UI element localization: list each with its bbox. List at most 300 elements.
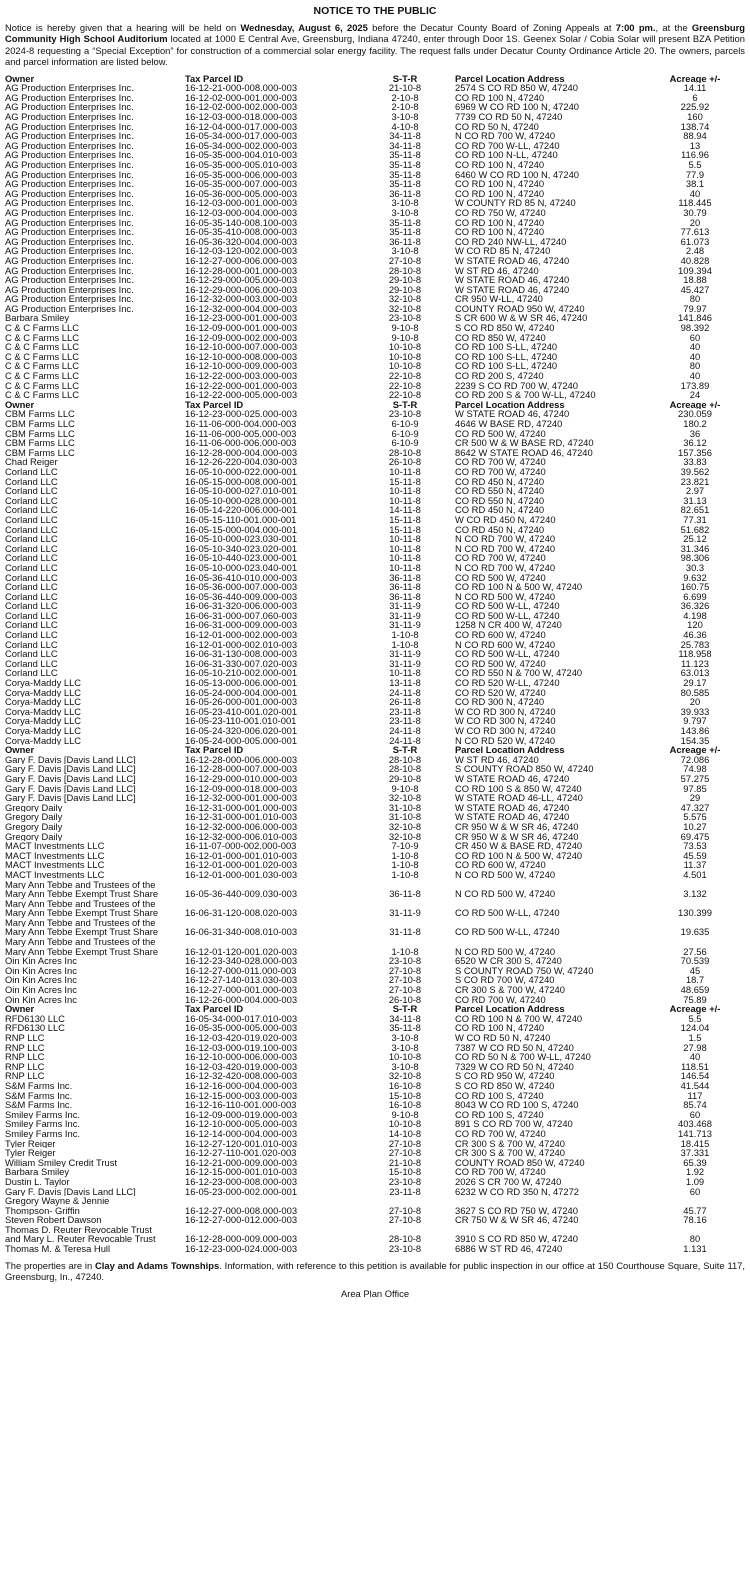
table-row — [5, 553, 745, 563]
address-cell: CO RD 200 S & 700 W-LL, 47240 — [455, 390, 596, 400]
tax-parcel-cell: 16-05-35-000-004.010-003 — [185, 150, 298, 160]
table-row — [5, 755, 745, 765]
table-header-row — [5, 745, 745, 755]
table-row — [5, 688, 745, 698]
table-row — [5, 1071, 745, 1081]
table-row — [5, 851, 745, 861]
table-row — [5, 112, 745, 122]
acreage-cell: 5.5 — [688, 159, 702, 170]
owner-cell: AG Production Enterprises Inc. — [5, 150, 134, 160]
table-row — [5, 141, 745, 151]
table-row — [5, 237, 745, 247]
address-cell: 7329 W CO RD 50 N, 47240 — [455, 1061, 574, 1072]
table-row — [5, 409, 745, 419]
acreage-cell: 80 — [689, 1234, 701, 1245]
acreage-cell: 85.74 — [683, 1100, 707, 1110]
acreage-cell: 138.74 — [680, 121, 710, 132]
address-cell: W STATE ROAD 46, 47240 — [455, 275, 570, 285]
str-cell: 27-10-8 — [388, 975, 422, 986]
owner-cell: AG Production Enterprises Inc. — [5, 102, 134, 112]
address-cell: S CO RD 850 W, 47240 — [455, 323, 555, 333]
owner-cell: AG Production Enterprises Inc. — [5, 121, 134, 132]
str-cell — [365, 899, 445, 909]
acreage-cell: 65.39 — [683, 1157, 707, 1168]
hearing-time: 7:00 pm. — [615, 22, 656, 33]
intro-text-3: , at the — [655, 22, 692, 33]
table-row — [5, 908, 745, 918]
table-row — [5, 1091, 745, 1101]
address-cell: CO RD 100 S & 850 W, 47240 — [455, 783, 582, 794]
address-cell: CO RD 100 N-LL, 47240 — [455, 150, 558, 160]
tax-parcel-cell: 16-12-27-000-001.000-003 — [185, 985, 298, 995]
table-row — [5, 1206, 745, 1216]
str-cell: 2-10-8 — [391, 102, 419, 112]
str-cell: 15-11-8 — [389, 514, 421, 525]
acreage-cell: 41.544 — [680, 1080, 710, 1091]
str-cell: 35-11-8 — [389, 169, 421, 180]
tax-parcel-cell: 16-05-36-000-007.000-003 — [185, 582, 298, 592]
owner-cell: RFD6130 LLC — [5, 1013, 65, 1024]
tax-parcel-cell: 16-05-35-000-005.000-003 — [185, 1023, 298, 1033]
acreage-cell — [645, 1196, 745, 1206]
acreage-cell: 77.9 — [685, 169, 705, 180]
tax-parcel-cell: 16-12-22-000-005.000-003 — [185, 390, 298, 400]
str-cell — [365, 1196, 445, 1206]
table-row — [5, 1052, 745, 1062]
tax-parcel-cell: 16-05-23-110-001.010-001 — [185, 716, 297, 726]
address-cell: W COUNTY RD 85 N, 47240 — [455, 198, 576, 208]
acreage-cell: 117 — [687, 1090, 703, 1101]
table-row — [5, 784, 745, 794]
owner-cell: Corland LLC — [5, 620, 58, 631]
tax-parcel-cell: 16-05-35-140-008.100-003 — [185, 217, 298, 228]
table-row — [5, 429, 745, 439]
acreage-cell: 154.35 — [680, 735, 710, 746]
footer-paragraph — [5, 1260, 745, 1283]
acreage-cell: 70.539 — [680, 956, 710, 966]
tax-parcel-cell: 16-05-10-000-023.030-001 — [185, 534, 298, 544]
owner-cell: RNP LLC — [5, 1061, 45, 1072]
owner-cell: Mary Ann Tebbe Exempt Trust Share — [5, 927, 159, 938]
table-row — [5, 333, 745, 343]
address-cell: W STATE ROAD 46, 47240 — [455, 812, 570, 822]
tax-parcel-cell: 16-06-31-000-009.000-003 — [185, 620, 298, 631]
str-cell: 35-11-8 — [389, 217, 421, 228]
acreage-cell: 160 — [687, 112, 703, 122]
table-row — [5, 285, 745, 295]
owner-cell: Gregory Daily — [5, 821, 63, 832]
table-row — [5, 505, 745, 515]
table-row — [5, 160, 745, 170]
owner-cell: Gary F. Davis [Davis Land LLC] — [5, 773, 136, 784]
str-cell: 3-10-8 — [391, 1061, 419, 1072]
str-cell: 14-11-8 — [389, 505, 421, 515]
table-row — [5, 208, 745, 218]
tax-parcel-cell: 16-05-24-320-006.020-001 — [185, 726, 298, 736]
address-cell: 2574 S CO RD 850 W, 47240 — [455, 83, 578, 93]
acreage-cell: 51.682 — [680, 524, 710, 535]
str-cell — [365, 937, 445, 947]
address-cell: CO RD 50 N & 700 W-LL, 47240 — [455, 1052, 591, 1062]
address-cell: N CO RD 700 W, 47240 — [455, 562, 556, 573]
owner-cell: Oin Kin Acres Inc — [5, 985, 77, 995]
str-cell: 3-10-8 — [391, 1042, 419, 1053]
owner-cell: Corland LLC — [5, 476, 58, 487]
address-cell: CO RD 700 W, 47240 — [455, 994, 546, 1005]
acreage-cell — [645, 1225, 745, 1235]
acreage-cell: 37.331 — [680, 1148, 710, 1158]
tax-parcel-cell: 16-12-27-000-008.000-003 — [185, 1205, 298, 1216]
str-cell: 31-11-9 — [389, 649, 421, 659]
address-cell: N CO RD 500 W, 47240 — [455, 946, 556, 957]
tax-parcel-cell: 16-12-23-000-024.000-003 — [185, 1244, 298, 1254]
address-cell: CO RD 100 N & 500 W, 47240 — [455, 850, 583, 861]
tax-parcel-cell: 16-12-10-000-006.000-003 — [185, 1052, 298, 1062]
acreage-cell: 13 — [689, 140, 701, 151]
owner-cell: Corland LLC — [5, 649, 58, 659]
owner-cell: Corya-Maddy LLC — [5, 687, 82, 698]
header-str-cell: S-T-R — [392, 1004, 418, 1014]
address-cell: CO RD 700 W, 47240 — [455, 466, 546, 477]
table-row — [5, 1225, 745, 1235]
address-cell: CO RD 700 W, 47240 — [455, 553, 546, 563]
address-cell: CR 950 W & W SR 46, 47240 — [455, 821, 579, 832]
acreage-cell: 6.699 — [683, 591, 707, 602]
owner-cell: Gary F. Davis [Davis Land LLC] — [5, 754, 136, 765]
address-cell — [445, 1225, 645, 1235]
tax-parcel-cell: 16-05-15-110-001.000-001 — [185, 514, 297, 525]
tax-parcel-cell: 16-12-10-000-007.000-003 — [185, 342, 298, 352]
owner-cell: Corland LLC — [5, 582, 58, 592]
owner-cell: Corya-Maddy LLC — [5, 697, 82, 707]
acreage-cell: 146.54 — [680, 1071, 710, 1081]
acreage-cell: 69.475 — [680, 831, 710, 842]
owner-cell: Corland LLC — [5, 553, 58, 563]
address-cell: W CO RD 50 N, 47240 — [455, 1033, 551, 1043]
owner-cell: Tyler Reiger — [5, 1148, 56, 1158]
tax-parcel-cell: 16-12-32-000-006.010-003 — [185, 831, 298, 842]
table-row — [5, 1129, 745, 1139]
table-row — [5, 1023, 745, 1033]
owner-cell: C & C Farms LLC — [5, 351, 79, 362]
tax-parcel-cell: 16-11-07-000-002.000-003 — [185, 841, 297, 851]
str-cell: 36-11-8 — [389, 236, 421, 247]
address-cell: N CO RD 700 W, 47240 — [455, 534, 556, 544]
header-address-cell: Parcel Location Address — [455, 1004, 565, 1014]
owner-cell: Gregory Daily — [5, 812, 63, 822]
header-tax-parcel-cell: Tax Parcel ID — [185, 745, 244, 755]
acreage-cell: 36.12 — [683, 438, 707, 448]
acreage-cell: 61.073 — [680, 236, 710, 247]
tax-parcel-cell: 16-05-14-220-006.000-001 — [185, 505, 298, 515]
address-cell: W STATE ROAD 46, 47240 — [455, 409, 570, 419]
tax-parcel-cell: 16-12-10-000-008.000-003 — [185, 351, 298, 362]
tax-parcel-cell: 16-12-28-000-009.000-003 — [185, 1234, 298, 1245]
address-cell: CO RD 500 W, 47240 — [455, 428, 546, 439]
table-row — [5, 956, 745, 966]
address-cell: CO RD 100 N, 47240 — [455, 179, 545, 189]
address-cell: CO RD 500 W-LL, 47240 — [455, 601, 560, 611]
tax-parcel-cell: 16-12-28-000-006.000-003 — [185, 754, 298, 765]
owner-cell: Corland LLC — [5, 610, 58, 621]
owner-cell: MACT Investments LLC — [5, 850, 105, 861]
address-cell: N CO RD 500 W, 47240 — [455, 591, 556, 602]
owner-cell: Gary F. Davis [Davis Land LLC] — [5, 793, 136, 803]
tax-parcel-cell: 16-05-36-440-009.000-003 — [185, 591, 298, 602]
str-cell: 9-10-8 — [391, 783, 419, 794]
owner-cell: C & C Farms LLC — [5, 380, 79, 391]
acreage-cell: 25.783 — [680, 639, 710, 650]
address-cell: 3910 S CO RD 850 W, 47240 — [455, 1234, 578, 1245]
acreage-cell: 118.51 — [681, 1061, 709, 1072]
owner-cell: Oin Kin Acres Inc — [5, 994, 77, 1005]
table-row — [5, 1177, 745, 1187]
address-cell: CO RD 100 N, 47240 — [455, 159, 545, 170]
acreage-cell: 5.575 — [683, 812, 707, 822]
owner-cell: MACT Investments LLC — [5, 841, 105, 851]
owner-cell: C & C Farms LLC — [5, 323, 79, 333]
str-cell: 6-10-9 — [391, 438, 419, 448]
str-cell: 35-11-8 — [389, 179, 421, 189]
str-cell: 27-10-8 — [388, 1138, 422, 1149]
tax-parcel-cell: 16-12-01-000-001.020-003 — [185, 860, 298, 870]
str-cell: 27-10-8 — [388, 1215, 422, 1225]
address-cell: W STATE ROAD 46, 47240 — [455, 284, 570, 295]
table-row — [5, 1158, 745, 1168]
address-cell: CO RD 450 N, 47240 — [455, 476, 545, 487]
owner-cell: C & C Farms LLC — [5, 361, 79, 372]
owner-cell: AG Production Enterprises Inc. — [5, 159, 134, 170]
owner-cell: Corland LLC — [5, 486, 58, 496]
table-row — [5, 275, 745, 285]
str-cell: 21-10-8 — [388, 83, 422, 93]
str-cell: 28-10-8 — [388, 447, 422, 458]
table-row — [5, 630, 745, 640]
tax-parcel-cell: 16-11-06-000-005.000-003 — [185, 428, 297, 439]
tax-parcel-cell — [185, 918, 365, 928]
table-row — [5, 189, 745, 199]
header-owner-cell: Owner — [5, 745, 35, 755]
str-cell: 15-11-8 — [389, 524, 421, 535]
owner-cell: Oin Kin Acres Inc — [5, 956, 77, 966]
str-cell: 34-11-8 — [389, 1013, 421, 1024]
table-row — [5, 381, 745, 391]
address-cell: CO RD 200 S, 47240 — [455, 371, 544, 381]
address-cell: CO RD 450 N, 47240 — [455, 505, 545, 515]
intro-paragraph — [5, 22, 745, 68]
owner-cell: Thompson- Griffin — [5, 1205, 80, 1216]
owner-cell: Gary F. Davis [Davis Land LLC] — [5, 783, 136, 794]
header-owner-cell: Owner — [5, 73, 35, 84]
address-cell: CO RD 240 NW-LL, 47240 — [455, 236, 567, 247]
owner-cell: Mary Ann Tebbe Exempt Trust Share — [5, 889, 159, 899]
tax-parcel-cell: 16-12-26-220-004.030-003 — [185, 457, 298, 467]
table-row — [5, 899, 745, 909]
owner-cell: AG Production Enterprises Inc. — [5, 255, 134, 266]
table-row — [5, 1119, 745, 1129]
owner-cell: RFD6130 LLC — [5, 1023, 65, 1033]
header-acreage-cell: Acreage +/- — [669, 745, 721, 755]
table-row — [5, 1100, 745, 1110]
str-cell: 23-10-8 — [388, 1176, 422, 1187]
tax-parcel-cell: 16-12-10-000-005.000-003 — [185, 1119, 298, 1129]
address-cell: CO RD 700 W-LL, 47240 — [455, 140, 560, 151]
owner-cell: AG Production Enterprises Inc. — [5, 227, 134, 237]
address-cell: N CO RD 500 W, 47240 — [455, 889, 556, 899]
str-cell: 31-11-8 — [389, 927, 421, 938]
table-row — [5, 1187, 745, 1197]
address-cell: 6969 W CO RD 100 N, 47240 — [455, 102, 580, 112]
str-cell: 31-11-9 — [389, 610, 421, 621]
tax-parcel-cell: 16-05-34-000-017.000-003 — [185, 131, 298, 141]
tax-parcel-cell — [185, 899, 365, 909]
table-row — [5, 649, 745, 659]
acreage-cell: 33.83 — [683, 457, 707, 467]
str-cell: 10-11-8 — [389, 562, 421, 573]
tax-parcel-cell: 16-12-21-000-009.000-003 — [185, 1157, 298, 1168]
acreage-cell: 27.56 — [683, 946, 707, 957]
acreage-cell: 97.85 — [683, 783, 707, 794]
tax-parcel-cell: 16-12-02-000-001.000-003 — [185, 92, 298, 103]
tax-parcel-cell: 16-12-21-000-008.000-003 — [185, 83, 298, 93]
header-acreage-cell: Acreage +/- — [669, 73, 721, 84]
acreage-cell — [645, 899, 745, 909]
owner-cell: Corya-Maddy LLC — [5, 735, 82, 746]
owner-cell: Corland LLC — [5, 572, 58, 583]
owner-cell: RNP LLC — [5, 1033, 45, 1043]
acreage-cell: 180.2 — [683, 419, 707, 429]
address-cell: 6232 W CO RD 350 N, 47272 — [455, 1186, 580, 1197]
table-row — [5, 1196, 745, 1206]
table-row — [5, 860, 745, 870]
tax-parcel-cell: 16-05-26-000-001.000-003 — [185, 697, 298, 707]
header-address-cell: Parcel Location Address — [455, 399, 565, 410]
table-row — [5, 486, 745, 496]
owner-cell: Mary Ann Tebbe and Trustees of the — [5, 898, 156, 909]
address-cell: COUNTY ROAD 850 W, 47240 — [455, 1157, 585, 1168]
str-cell: 1-10-8 — [391, 869, 419, 880]
table-row — [5, 1062, 745, 1072]
str-cell: 32-10-8 — [388, 294, 422, 304]
notice-title: NOTICE TO THE PUBLIC — [313, 5, 437, 17]
table-row — [5, 668, 745, 678]
str-cell: 4-10-8 — [391, 121, 419, 132]
address-cell: 2239 S CO RD 700 W, 47240 — [455, 380, 578, 391]
address-cell: CO RD 450 N, 47240 — [455, 524, 545, 535]
table-row — [5, 918, 745, 928]
owner-cell: Gary F. Davis [Davis Land LLC] — [5, 1186, 136, 1197]
address-cell: CO RD 500 W, 47240 — [455, 658, 546, 669]
owner-cell: S&M Farms Inc. — [5, 1080, 73, 1091]
str-cell: 16-10-8 — [388, 1080, 422, 1091]
str-cell: 10-11-8 — [389, 466, 421, 477]
tax-parcel-cell: 16-05-10-000-023.040-001 — [185, 562, 298, 573]
address-cell: 4646 W BASE RD, 47240 — [455, 419, 563, 429]
table-row — [5, 975, 745, 985]
table-row — [5, 1148, 745, 1158]
address-cell: CO RD 600 W, 47240 — [455, 860, 546, 870]
table-row — [5, 1043, 745, 1053]
acreage-cell: 25.12 — [683, 534, 707, 544]
tax-parcel-cell: 16-05-35-000-007.000-003 — [185, 179, 298, 189]
table-row — [5, 563, 745, 573]
address-cell: W CO RD 300 N, 47240 — [455, 726, 556, 736]
table-row — [5, 803, 745, 813]
tax-parcel-cell: 16-12-28-000-004.000-003 — [185, 447, 298, 458]
str-cell: 27-10-8 — [388, 1205, 422, 1216]
address-cell: CO RD 700 W, 47240 — [455, 1128, 546, 1139]
address-cell: 7387 W CO RD 50 N, 47240 — [455, 1042, 574, 1053]
acreage-cell: 9.632 — [683, 572, 707, 583]
str-cell: 24-11-8 — [389, 735, 421, 746]
tax-parcel-cell: 16-12-03-000-004.000-003 — [185, 207, 298, 218]
tax-parcel-cell: 16-12-09-000-001.000-003 — [185, 323, 298, 333]
table-row — [5, 985, 745, 995]
owner-cell: AG Production Enterprises Inc. — [5, 169, 134, 180]
tax-parcel-cell: 16-05-36-000-005.000-003 — [185, 188, 298, 199]
owner-cell: Corland LLC — [5, 658, 58, 669]
owner-cell: AG Production Enterprises Inc. — [5, 92, 134, 103]
str-cell: 36-11-8 — [389, 188, 421, 199]
address-cell: 6460 W CO RD 100 N, 47240 — [455, 169, 580, 180]
str-cell: 28-10-8 — [388, 754, 422, 765]
tax-parcel-cell: 16-12-29-000-006.000-003 — [185, 284, 298, 295]
acreage-cell: 11.37 — [683, 860, 707, 870]
table-row — [5, 736, 745, 746]
acreage-cell: 46.36 — [683, 630, 707, 640]
tax-parcel-cell: 16-05-35-000-006.000-003 — [185, 169, 298, 180]
str-cell: 31-11-9 — [389, 620, 421, 631]
acreage-cell: 19.635 — [680, 927, 710, 938]
tax-parcel-cell: 16-05-10-440-023.000-001 — [185, 553, 298, 563]
tax-parcel-cell: 16-05-35-000-005.010-003 — [185, 159, 298, 170]
tax-parcel-cell: 16-05-23-410-001.020-001 — [185, 706, 298, 717]
acreage-cell: 40 — [689, 342, 701, 352]
tax-parcel-cell: 16-12-01-120-001.020-003 — [185, 946, 298, 957]
address-cell: CO RD 500 W-LL, 47240 — [455, 610, 560, 621]
str-cell: 9-10-8 — [391, 323, 419, 333]
str-cell: 3-10-8 — [391, 207, 419, 218]
tax-parcel-cell: 16-05-10-210-002.000-001 — [185, 668, 298, 679]
table-row — [5, 966, 745, 976]
address-cell: S CR 600 W & W SR 46, 47240 — [455, 313, 588, 324]
acreage-cell: 4.198 — [683, 610, 707, 621]
address-cell — [445, 918, 645, 928]
address-cell: CO RD 520 W-LL, 47240 — [455, 678, 560, 688]
tax-parcel-cell: 16-05-10-000-022.000-001 — [185, 466, 298, 477]
acreage-cell: 118.445 — [678, 198, 712, 208]
address-cell: 8043 W CO RD 100 S, 47240 — [455, 1100, 579, 1110]
owner-cell: AG Production Enterprises Inc. — [5, 131, 134, 141]
table-row — [5, 122, 745, 132]
table-row — [5, 361, 745, 371]
owner-cell: C & C Farms LLC — [5, 332, 79, 343]
address-cell: N CO RD 500 W, 47240 — [455, 869, 556, 880]
tax-parcel-cell: 16-12-09-000-018.000-003 — [185, 783, 298, 794]
address-cell: 3627 S CO RD 750 W, 47240 — [455, 1205, 578, 1216]
owner-cell: AG Production Enterprises Inc. — [5, 112, 134, 122]
table-row — [5, 1215, 745, 1225]
owner-cell: C & C Farms LLC — [5, 390, 79, 400]
acreage-cell: 40 — [689, 188, 701, 199]
tax-parcel-cell: 16-12-09-000-019.000-003 — [185, 1109, 298, 1120]
owner-cell: Mary Ann Tebbe Exempt Trust Share — [5, 908, 159, 918]
tax-parcel-cell: 16-12-23-000-001.000-003 — [185, 313, 298, 324]
owner-cell: C & C Farms LLC — [5, 371, 79, 381]
address-cell — [445, 1196, 645, 1206]
townships: Clay and Adams Townships — [95, 1259, 220, 1271]
tax-parcel-cell: 16-12-04-000-017.000-003 — [185, 121, 298, 132]
